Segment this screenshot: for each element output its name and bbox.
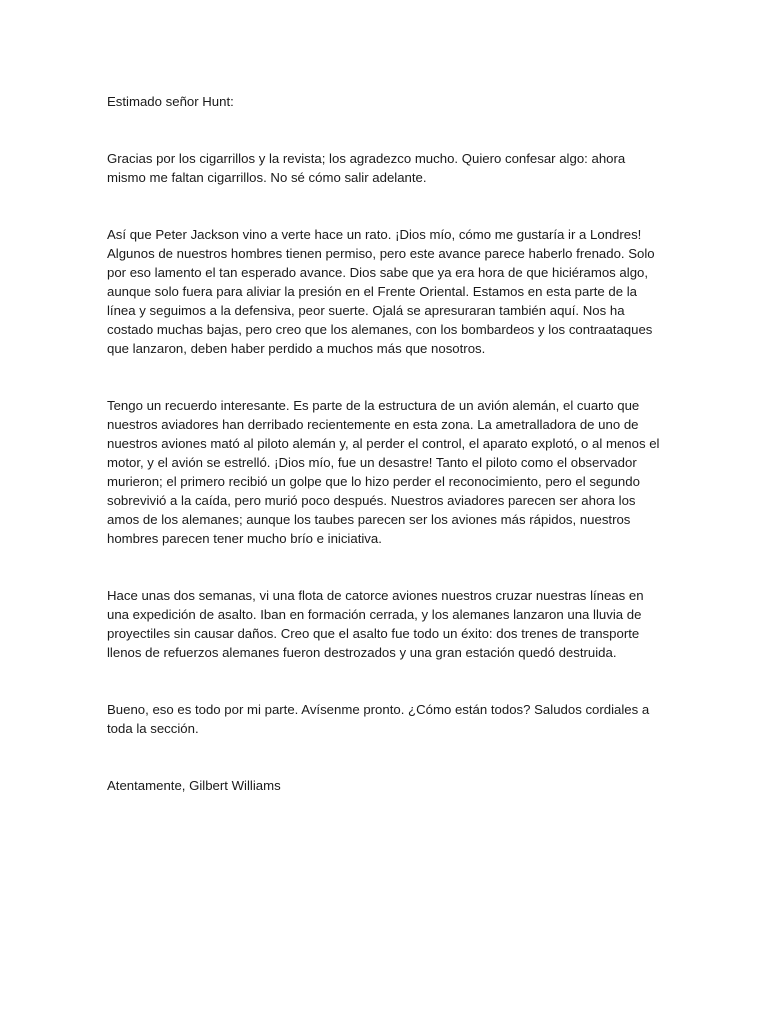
paragraph-cigarettes: Gracias por los cigarrillos y la revista; los agradezco mucho. Quiero confesar algo: ahora mismo me faltan cigarrillos. No sé cómo salir adelante. [107,151,626,185]
closing-signature: Atentamente, Gilbert Williams [107,778,281,793]
paragraph-airplane: Tengo un recuerdo interesante. Es parte de la estructura de un avión alemán, el cuarto que nuestros aviadores han derribado recientemente en esta zona. La ametralladora de uno de nuestros aviones mató al piloto alemán y, al perder el control, el aparato explotó, o al menos el motor, y el avión se estrelló. ¡Dios mío, fue un desastre! Tanto el piloto como el observador murieron; el primero recibió un golpe que lo hizo perder el reconocimiento, pero el segundo sobrevivió a la caída, pero murió poco después. Nuestros aviadores parecen ser ahora los amos de los alemanes; aunque los taubes parecen ser los aviones más rápidos, nuestros hombres parecen tener mucho brío e iniciativa. [107,398,660,546]
paragraph-london: Así que Peter Jackson vino a verte hace un rato. ¡Dios mío, cómo me gustaría ir a Londres! Algunos de nuestros hombres tienen permiso, pero este avance parece haberlo frenado. Solo por eso lamento el tan esperado avance. Dios sabe que ya era hora de que hiciéramos algo, aunque solo fuera para aliviar la presión en el Frente Oriental. Estamos en esta parte de la línea y seguimos a la defensiva, peor suerte. Ojalá se apresuraran también aquí. Nos ha costado muchas bajas, pero creo que los alemanes, con los bombardeos y los contraataques que lanzaron, deben haber perdido a muchos más que nosotros. [107,227,655,356]
salutation: Estimado señor Hunt: [107,94,234,109]
letter-body [107,92,663,795]
paragraph-raid: Hace unas dos semanas, vi una flota de catorce aviones nuestros cruzar nuestras líneas en una expedición de asalto. Iban en formación cerrada, y los alemanes lanzaron una lluvia de proyectiles sin causar daños. Creo que el asalto fue todo un éxito: dos trenes de transporte llenos de refuerzos alemanes fueron destrozados y una gran estación quedó destruida. [107,588,644,660]
paragraph-farewell: Bueno, eso es todo por mi parte. Avísenme pronto. ¿Cómo están todos? Saludos cordiales a toda la sección. [107,702,650,736]
